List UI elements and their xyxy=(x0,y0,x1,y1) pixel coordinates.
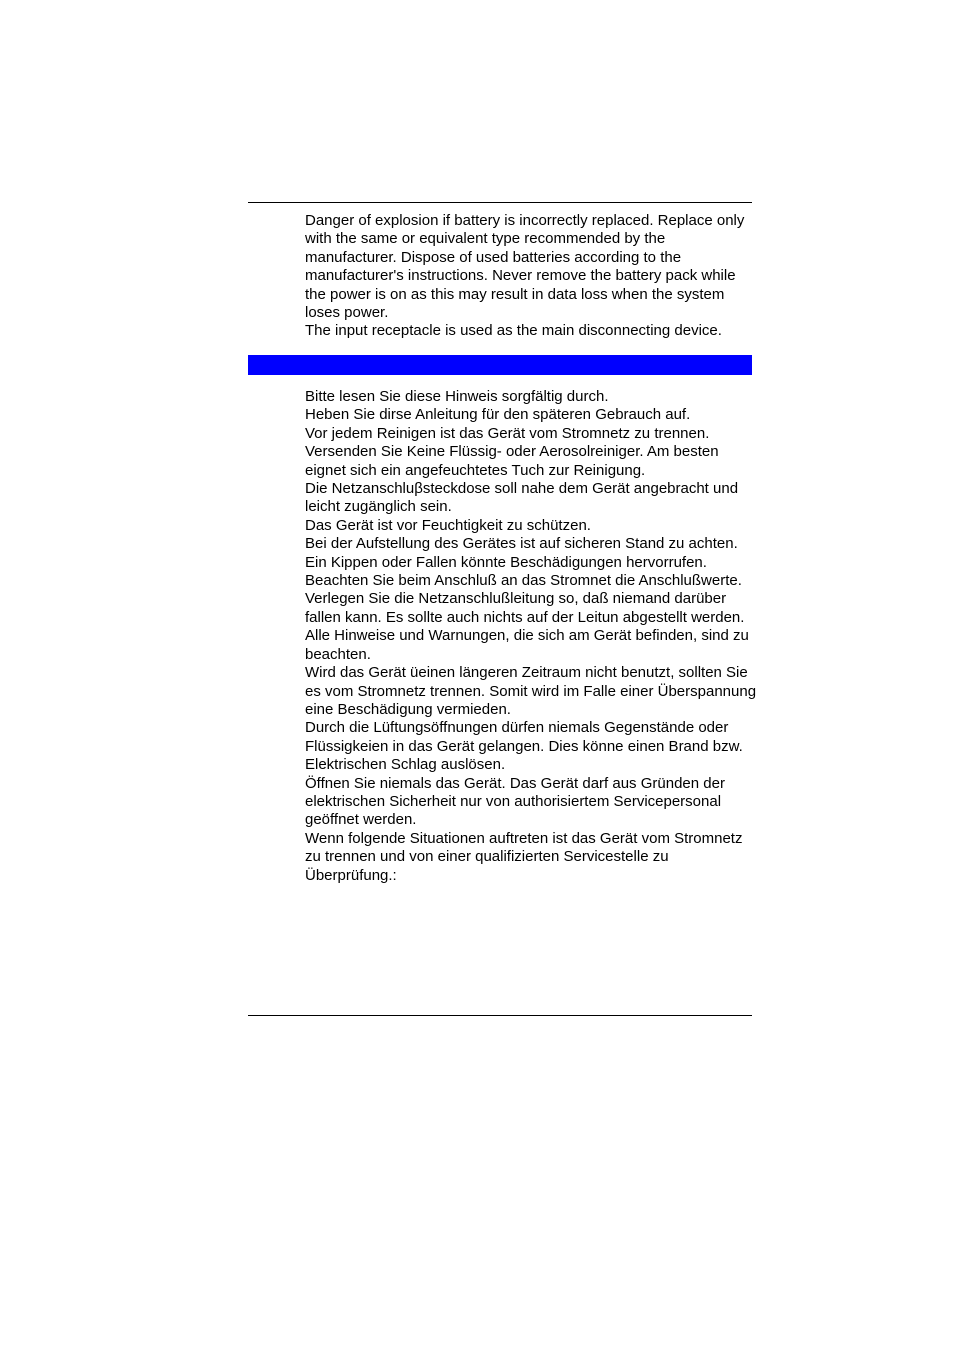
german-note: Öffnen Sie niemals das Gerät. Das Gerät darf aus Gründen der elektrischen Sicherheit nur von authorisiertem Servicepersonal geöffnet werden. xyxy=(305,774,725,829)
german-note: Versenden Sie Keine Flüssig- oder Aerosolreiniger. Am besten eignet sich ein angefeuchtetes Tuch zur Reinigung. xyxy=(305,443,719,479)
german-note: Wird das Gerät üeinen längeren Zeitraum nicht benutzt, sollten Sie es vom Stromnetz trennen. Somit wird im Falle einer Überspannung eine Beschädigung vermieden. xyxy=(305,664,757,718)
german-note: Wenn folgende Situationen auftreten ist das Gerät vom Stromnetz zu trennen und von einer qualifizierten Servicestelle zu Überprüfung.: xyxy=(305,829,743,884)
bottom-divider xyxy=(248,1015,752,1016)
german-note: Beachten Sie beim Anschluß an das Stromnet die Anschlußwerte. xyxy=(305,572,742,590)
german-note: Die Netzanschluβsteckdose soll nahe dem Gerät angebracht und leicht zugänglich sein. xyxy=(305,480,739,516)
section-header-bar xyxy=(248,355,752,375)
german-note: Durch die Lüftungsöffnungen dürfen niemals Gegenstände oder Flüssigkeien in das Gerät gelangen. Dies könne einen Brand bzw. Elektrischen Schlag auslösen. xyxy=(305,719,743,774)
disconnect-device-note: The input receptacle is used as the main disconnecting device. xyxy=(305,322,722,340)
german-note: Alle Hinweise und Warnungen, die sich am Gerät befinden, sind zu beachten. xyxy=(305,627,749,663)
german-note: Bei der Aufstellung des Gerätes ist auf sicheren Stand zu achten. Ein Kippen oder Fallen könnte Beschädigungen hervorrufen. xyxy=(305,535,738,571)
battery-warning: Danger of explosion if battery is incorrectly replaced. Replace only with the same or equivalent type recommended by the manufacturer. Dispose of used batteries according to the manufacturer's instructions. Never remove the battery pack while the power is on as this may result in data loss when the system loses power. xyxy=(305,212,745,322)
german-note: Heben Sie dirse Anleitung für den späteren Gebrauch auf. xyxy=(305,406,691,424)
german-note: Vor jedem Reinigen ist das Gerät vom Stromnetz zu trennen. xyxy=(305,424,710,442)
german-note: Bitte lesen Sie diese Hinweis sorgfältig durch. xyxy=(305,388,609,405)
german-note: Das Gerät ist vor Feuchtigkeit zu schützen. xyxy=(305,516,591,534)
english-safety-notes xyxy=(305,212,757,341)
top-divider xyxy=(248,202,752,203)
german-safety-notes xyxy=(305,388,757,885)
german-note: Verlegen Sie die Netzanschlußleitung so, daß niemand darüber fallen kann. Es sollte auch nichts auf der Leitun abgestellt werden. xyxy=(305,590,745,626)
